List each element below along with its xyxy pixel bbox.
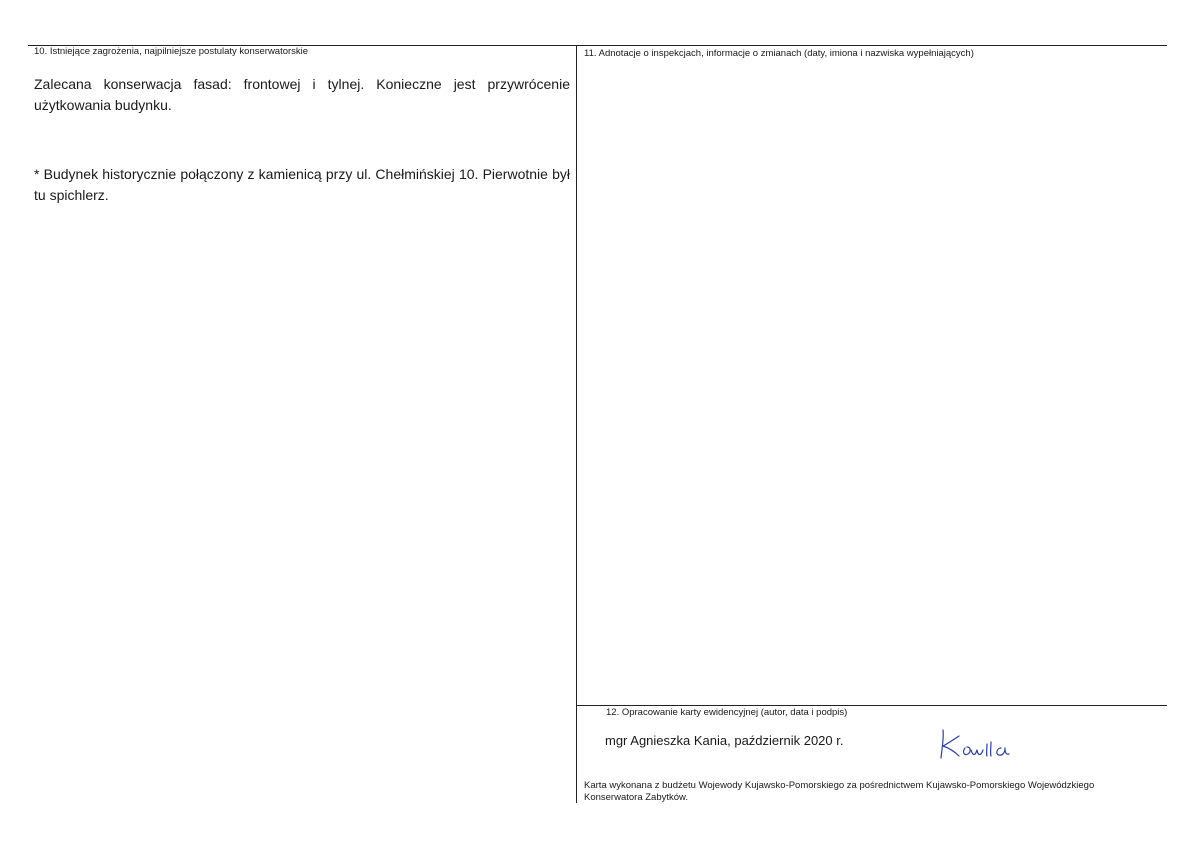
section12-label: 12. Opracowanie karty ewidencyjnej (autor, data i podpis)	[606, 707, 848, 718]
handwritten-signature	[935, 726, 1035, 766]
section11-label: 11. Adnotacje o inspekcjach, informacje o zmianach (daty, imiona i nazwiska wypełniających)	[584, 48, 974, 59]
funding-note: Karta wykonana z budżetu Wojewody Kujawsko-Pomorskiego za pośrednictwem Kujawsko-Pomorskiego Wojewódzkiego Konserwatora Zabytków.	[584, 780, 1095, 803]
section12-rule	[576, 705, 1167, 706]
column-divider	[576, 45, 577, 803]
author-line: mgr Agnieszka Kania, październik 2020 r.	[605, 733, 844, 748]
section10-recommendation: Zalecana konserwacja fasad: frontowej i tylnej. Konieczne jest przywrócenie użytkowania budynku.	[34, 76, 570, 113]
section10-label: 10. Istniejące zagrożenia, najpilniejsze postulaty konserwatorskie	[34, 46, 309, 57]
section10-historical-note: * Budynek historycznie połączony z kamienicą przy ul. Chełmińskiej 10. Pierwotnie był tu spichlerz.	[34, 166, 570, 203]
